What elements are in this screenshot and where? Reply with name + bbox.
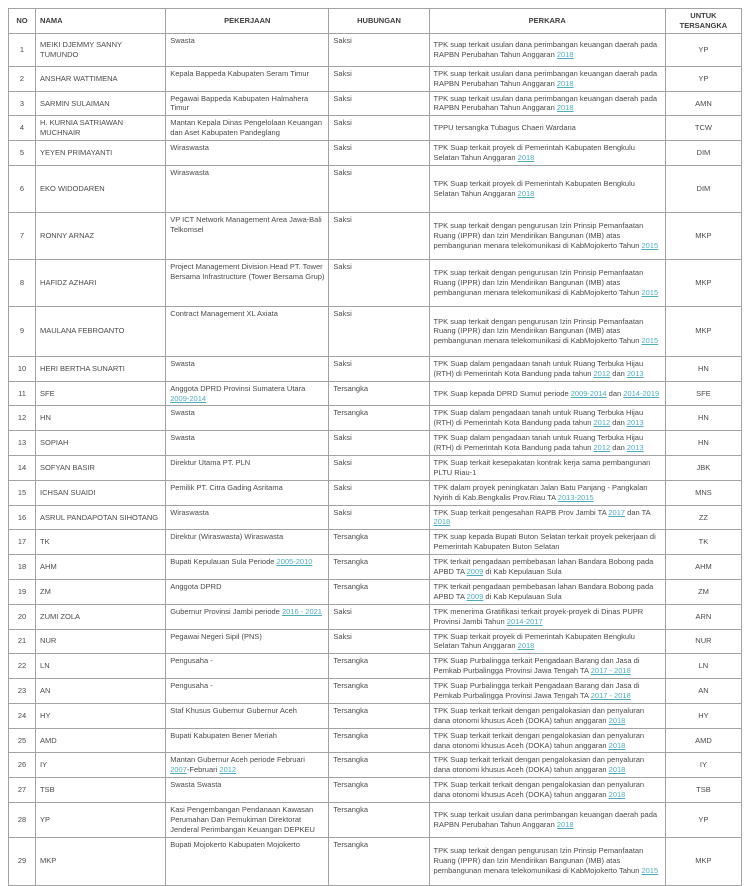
year-link[interactable]: 2013 [626, 368, 644, 378]
nama-cell: LN [36, 654, 166, 679]
no-cell: 8 [9, 259, 36, 306]
untuk-tersangka-cell: MKP [665, 837, 741, 885]
hubungan-cell: Saksi [329, 356, 429, 381]
untuk-tersangka-cell: YP [665, 33, 741, 66]
untuk-tersangka-cell: MNS [665, 480, 741, 505]
no-cell: 10 [9, 356, 36, 381]
table-row [9, 165, 742, 212]
table-row [9, 91, 742, 116]
pekerjaan-cell: Pemilik PT. Citra Gading Asritama [166, 480, 329, 505]
untuk-tersangka-cell: JBK [665, 456, 741, 481]
nama-cell: RONNY ARNAZ [36, 212, 166, 259]
pekerjaan-cell: Bupati Kabupaten Bener Meriah [166, 728, 329, 753]
hubungan-cell: Tersangka [329, 579, 429, 604]
year-link[interactable]: 2018 [556, 819, 574, 829]
pekerjaan-cell: Pengusaha - [166, 679, 329, 704]
hubungan-cell: Saksi [329, 456, 429, 481]
no-cell: 14 [9, 456, 36, 481]
untuk-tersangka-cell: ZM [665, 579, 741, 604]
year-link[interactable]: 2013-2015 [557, 492, 594, 502]
hubungan-cell: Tersangka [329, 381, 429, 406]
table-row [9, 306, 742, 356]
pekerjaan-cell: Kasi Pengembangan Pendanaan Kawasan Perumahan Dan Pemukiman Direktorat Jenderal Perimbangan Keuangan DEPKEU [166, 802, 329, 837]
no-cell: 18 [9, 555, 36, 580]
untuk-tersangka-cell: HN [665, 431, 741, 456]
pekerjaan-cell: Anggota DPRD Provinsi Sumatera Utara 2009-2014 [166, 381, 329, 406]
perkara-cell: TPK suap terkait dengan pengurusan Izin Prinsip Pemanfaatan Ruang (IPPR) dan Izin Mendirikan Bangunan (IMB) atas pembangunan menara telekomunikasi di KabMojokerto Tahun 2015 [429, 306, 665, 356]
year-link[interactable]: 2012 [593, 443, 611, 453]
no-cell: 13 [9, 431, 36, 456]
year-link[interactable]: 2015 [641, 240, 659, 250]
table-row [9, 431, 742, 456]
untuk-tersangka-cell: YP [665, 802, 741, 837]
hubungan-cell: Saksi [329, 505, 429, 530]
hubungan-cell: Saksi [329, 66, 429, 91]
perkara-cell: TPK suap terkait dengan pengurusan Izin Prinsip Pemanfaatan Ruang (IPPR) dan Izin Mendirikan Bangunan (IMB) atas pembangunan menara telekomunikasi di KabMojokerto Tahun 2015 [429, 212, 665, 259]
nama-cell: TK [36, 530, 166, 555]
year-link[interactable]: 2018 [556, 49, 574, 59]
untuk-tersangka-cell: AMN [665, 91, 741, 116]
untuk-tersangka-cell: NUR [665, 629, 741, 654]
untuk-tersangka-cell: DIM [665, 165, 741, 212]
no-cell: 20 [9, 604, 36, 629]
year-link[interactable]: 2012 [593, 418, 611, 428]
table-row [9, 33, 742, 66]
pekerjaan-cell: Swasta Swasta [166, 778, 329, 803]
perkara-cell: TPK Suap terkait pengesahan RAPB Prov Jambi TA 2017 dan TA 2018 [429, 505, 665, 530]
nama-cell: SOFYAN BASIR [36, 456, 166, 481]
pekerjaan-cell: Pegawai Negeri Sipil (PNS) [166, 629, 329, 654]
perkara-cell: TPK suap terkait dengan pengurusan Izin Prinsip Pemanfaatan Ruang (IPPR) dan Izin Mendirikan Bangunan (IMB) atas pembangunan menara telekomunikasi di KabMojokerto Tahun 2015 [429, 837, 665, 885]
year-link[interactable]: 2018 [556, 103, 574, 113]
perkara-cell: TPK Suap Purbalingga terkait Pengadaan Barang dan Jasa di Pemkab Purbalingga Provinsi Jawa Tengah TA 2017 - 2018 [429, 654, 665, 679]
nama-cell: SARMIN SULAIMAN [36, 91, 166, 116]
no-cell: 29 [9, 837, 36, 885]
year-link[interactable]: 2015 [641, 336, 659, 346]
pekerjaan-cell: Direktur (Wiraswasta) Wiraswasta [166, 530, 329, 555]
pekerjaan-cell: Kepala Bappeda Kabupaten Seram Timur [166, 66, 329, 91]
hubungan-cell: Tersangka [329, 802, 429, 837]
nama-cell: AHM [36, 555, 166, 580]
case-witness-table [8, 8, 742, 886]
table-row [9, 480, 742, 505]
untuk-tersangka-cell: ARN [665, 604, 741, 629]
table-row [9, 802, 742, 837]
hubungan-cell: Saksi [329, 33, 429, 66]
pekerjaan-cell: Wiraswasta [166, 505, 329, 530]
hubungan-cell: Saksi [329, 480, 429, 505]
nama-cell: ICHSAN SUAIDI [36, 480, 166, 505]
year-link[interactable]: 2017 - 2018 [590, 690, 631, 700]
table-row [9, 356, 742, 381]
pekerjaan-cell: Mantan Gubernur Aceh periode Februari 2007-Februari 2012 [166, 753, 329, 778]
year-link[interactable]: 2014-2017 [506, 616, 543, 626]
year-link[interactable]: 2015 [641, 866, 659, 876]
untuk-tersangka-cell: SFE [665, 381, 741, 406]
table-row [9, 654, 742, 679]
pekerjaan-cell: Wiraswasta [166, 165, 329, 212]
year-link[interactable]: 2015 [641, 287, 659, 297]
nama-cell: HERI BERTHA SUNARTI [36, 356, 166, 381]
no-cell: 4 [9, 116, 36, 141]
nama-cell: AN [36, 679, 166, 704]
perkara-cell: TPK Suap dalam pengadaan tanah untuk Ruang Terbuka Hijau (RTH) di Pemerintah Kota Bandung pada tahun 2012 dan 2013 [429, 406, 665, 431]
pekerjaan-cell: Swasta [166, 406, 329, 431]
no-cell: 6 [9, 165, 36, 212]
year-link[interactable]: 2017 - 2018 [590, 666, 631, 676]
perkara-cell: TPK menerima Gratifikasi terkait proyek-proyek di Dinas PUPR Provinsi Jambi Tahun 2014-2017 [429, 604, 665, 629]
untuk-tersangka-cell: AHM [665, 555, 741, 580]
pekerjaan-cell: Bupati Mojokerto Kabupaten Mojokerto [166, 837, 329, 885]
pekerjaan-cell: Project Management Division Head PT. Tower Bersama Infrastructure (Tower Bersama Grup) [166, 259, 329, 306]
hubungan-cell: Saksi [329, 431, 429, 456]
table-row [9, 579, 742, 604]
nama-cell: HY [36, 703, 166, 728]
no-cell: 24 [9, 703, 36, 728]
year-link[interactable]: 2016 - 2021 [281, 606, 322, 616]
table-row [9, 753, 742, 778]
perkara-cell: TPK dalam proyek peningkatan Jalan Batu Panjang - Pangkalan Nyirih di Kab.Bengkalis Prov.Riau TA 2013-2015 [429, 480, 665, 505]
year-link[interactable]: 2013 [626, 418, 644, 428]
no-cell: 9 [9, 306, 36, 356]
pekerjaan-cell: VP ICT Network Management Area Jawa-Bali Telkomsel [166, 212, 329, 259]
perkara-cell: TPK Suap terkait proyek di Pemerintah Kabupaten Bengkulu Selatan Tahun Anggaran 2018 [429, 629, 665, 654]
untuk-tersangka-cell: MKP [665, 306, 741, 356]
pekerjaan-cell: Swasta [166, 33, 329, 66]
perkara-cell: TPK suap kepada Bupati Buton Selatan terkait proyek pekerjaan di Pemerintah Kabupaten Buton Selatan [429, 530, 665, 555]
nama-cell: MKP [36, 837, 166, 885]
perkara-cell: TPK Suap kepada DPRD Sumut periode 2009-2014 dan 2014-2019 [429, 381, 665, 406]
header-row [9, 9, 742, 34]
table-row [9, 679, 742, 704]
table-row [9, 259, 742, 306]
nama-cell: ANSHAR WATTIMENA [36, 66, 166, 91]
perkara-cell: TPK terkait pengadaan pembebasan lahan Bandara Bobong pada APBD TA 2009 di Kab Kepulauan Sula [429, 579, 665, 604]
perkara-cell: TPPU tersangka Tubagus Chaeri Wardana [429, 116, 665, 141]
nama-cell: H. KURNIA SATRIAWAN MUCHNAIR [36, 116, 166, 141]
hubungan-cell: Saksi [329, 629, 429, 654]
untuk-tersangka-cell: HN [665, 356, 741, 381]
year-link[interactable]: 2009-2014 [170, 393, 207, 403]
nama-cell: HAFIDZ AZHARI [36, 259, 166, 306]
hubungan-cell: Tersangka [329, 703, 429, 728]
no-cell: 2 [9, 66, 36, 91]
nama-cell: MAULANA FEBROANTO [36, 306, 166, 356]
header-no: NO [9, 9, 36, 34]
nama-cell: MEIKI DJEMMY SANNY TUMUNDO [36, 33, 166, 66]
untuk-tersangka-cell: IY [665, 753, 741, 778]
table-row [9, 406, 742, 431]
perkara-cell: TPK Suap terkait proyek di Pemerintah Kabupaten Bengkulu Selatan Tahun Anggaran 2018 [429, 141, 665, 166]
no-cell: 15 [9, 480, 36, 505]
untuk-tersangka-cell: MKP [665, 212, 741, 259]
year-link[interactable]: 2018 [433, 517, 451, 527]
header-hubungan: HUBUNGAN [329, 9, 429, 34]
hubungan-cell: Saksi [329, 259, 429, 306]
pekerjaan-cell: Gubernur Provinsi Jambi periode 2016 - 2021 [166, 604, 329, 629]
perkara-cell: TPK suap terkait usulan dana perimbangan keuangan daerah pada RAPBN Perubahan Tahun Anggaran 2018 [429, 91, 665, 116]
year-link[interactable]: 2005-2010 [276, 557, 313, 567]
perkara-cell: TPK Suap terkait terkait dengan pengalokasian dan penyaluran dana otonomi khusus Aceh (DOKA) tahun anggaran 2018 [429, 778, 665, 803]
hubungan-cell: Tersangka [329, 654, 429, 679]
no-cell: 3 [9, 91, 36, 116]
no-cell: 7 [9, 212, 36, 259]
pekerjaan-cell: Pengusaha - [166, 654, 329, 679]
table-row [9, 837, 742, 885]
table-row [9, 530, 742, 555]
untuk-tersangka-cell: HY [665, 703, 741, 728]
untuk-tersangka-cell: TCW [665, 116, 741, 141]
untuk-tersangka-cell: YP [665, 66, 741, 91]
header-untuk-tersangka: UNTUK TERSANGKA [665, 9, 741, 34]
header-nama: NAMA [36, 9, 166, 34]
hubungan-cell: Tersangka [329, 728, 429, 753]
year-link[interactable]: 2009 [466, 567, 484, 577]
pekerjaan-cell: Contract Management XL Axiata [166, 306, 329, 356]
untuk-tersangka-cell: HN [665, 406, 741, 431]
year-link[interactable]: 2018 [608, 740, 626, 750]
untuk-tersangka-cell: AMD [665, 728, 741, 753]
perkara-cell: TPK Suap terkait terkait dengan pengalokasian dan penyaluran dana otonomi khusus Aceh (DOKA) tahun anggaran 2018 [429, 728, 665, 753]
year-link[interactable]: 2018 [608, 790, 626, 800]
year-link[interactable]: 2009-2014 [570, 388, 607, 398]
no-cell: 5 [9, 141, 36, 166]
perkara-cell: TPK suap terkait usulan dana perimbangan keuangan daerah pada RAPBN Perubahan Tahun Anggaran 2018 [429, 33, 665, 66]
no-cell: 11 [9, 381, 36, 406]
table-row [9, 505, 742, 530]
year-link[interactable]: 2007 [170, 765, 187, 775]
untuk-tersangka-cell: ZZ [665, 505, 741, 530]
year-link[interactable]: 2012 [219, 765, 237, 775]
pekerjaan-cell: Staf Khusus Gubernur Gubernur Aceh [166, 703, 329, 728]
nama-cell: NUR [36, 629, 166, 654]
table-row [9, 381, 742, 406]
table-row [9, 66, 742, 91]
year-link[interactable]: 2013 [626, 443, 644, 453]
no-cell: 22 [9, 654, 36, 679]
year-link[interactable]: 2012 [593, 368, 611, 378]
hubungan-cell: Saksi [329, 165, 429, 212]
nama-cell: YP [36, 802, 166, 837]
hubungan-cell: Tersangka [329, 753, 429, 778]
no-cell: 19 [9, 579, 36, 604]
year-link[interactable]: 2018 [517, 153, 535, 163]
untuk-tersangka-cell: LN [665, 654, 741, 679]
untuk-tersangka-cell: MKP [665, 259, 741, 306]
perkara-cell: TPK Suap dalam pengadaan tanah untuk Ruang Terbuka Hijau (RTH) di Pemerintah Kota Bandung pada tahun 2012 dan 2013 [429, 356, 665, 381]
no-cell: 21 [9, 629, 36, 654]
table-row [9, 703, 742, 728]
hubungan-cell: Saksi [329, 116, 429, 141]
table-row [9, 141, 742, 166]
no-cell: 28 [9, 802, 36, 837]
pekerjaan-cell: Mantan Kepala Dinas Pengelolaan Keuangan dan Aset Kabupaten Pandeglang [166, 116, 329, 141]
nama-cell: YEYEN PRIMAYANTI [36, 141, 166, 166]
untuk-tersangka-cell: DIM [665, 141, 741, 166]
untuk-tersangka-cell: TK [665, 530, 741, 555]
perkara-cell: TPK Suap terkait terkait dengan pengalokasian dan penyaluran dana otonomi khusus Aceh (DOKA) tahun anggaran 2018 [429, 753, 665, 778]
pekerjaan-cell: Bupati Kepulauan Sula Periode 2005-2010 [166, 555, 329, 580]
no-cell: 26 [9, 753, 36, 778]
perkara-cell: TPK Suap terkait terkait dengan pengalokasian dan penyaluran dana otonomi khusus Aceh (DOKA) tahun anggaran 2018 [429, 703, 665, 728]
header-pekerjaan: PEKERJAAN [166, 9, 329, 34]
year-link[interactable]: 2018 [517, 188, 535, 198]
pekerjaan-cell: Swasta [166, 431, 329, 456]
year-link[interactable]: 2018 [608, 765, 626, 775]
perkara-cell: TPK suap terkait usulan dana perimbangan keuangan daerah pada RAPBN Perubahan Tahun Anggaran 2018 [429, 802, 665, 837]
perkara-cell: TPK Suap Purbalingga terkait Pengadaan Barang dan Jasa di Pemkab Purbalingga Provinsi Jawa Tengah TA 2017 - 2018 [429, 679, 665, 704]
perkara-cell: TPK terkait pengadaan pembebasan lahan Bandara Bobong pada APBD TA 2009 di Kab Kepulauan Sula [429, 555, 665, 580]
hubungan-cell: Saksi [329, 306, 429, 356]
hubungan-cell: Saksi [329, 91, 429, 116]
untuk-tersangka-cell: TSB [665, 778, 741, 803]
no-cell: 1 [9, 33, 36, 66]
hubungan-cell: Saksi [329, 604, 429, 629]
nama-cell: ZM [36, 579, 166, 604]
pekerjaan-cell: Anggota DPRD [166, 579, 329, 604]
year-link[interactable]: 2017 [608, 507, 626, 517]
pekerjaan-cell: Swasta [166, 356, 329, 381]
table-row [9, 456, 742, 481]
hubungan-cell: Tersangka [329, 679, 429, 704]
year-link[interactable]: 2009 [466, 591, 484, 601]
table-row [9, 212, 742, 259]
year-link[interactable]: 2014-2019 [623, 388, 660, 398]
hubungan-cell: Tersangka [329, 837, 429, 885]
nama-cell: IY [36, 753, 166, 778]
year-link[interactable]: 2018 [608, 715, 626, 725]
nama-cell: TSB [36, 778, 166, 803]
hubungan-cell: Tersangka [329, 530, 429, 555]
no-cell: 25 [9, 728, 36, 753]
perkara-cell: TPK suap terkait usulan dana perimbangan keuangan daerah pada RAPBN Perubahan Tahun Anggaran 2018 [429, 66, 665, 91]
no-cell: 17 [9, 530, 36, 555]
perkara-cell: TPK Suap dalam pengadaan tanah untuk Ruang Terbuka Hijau (RTH) di Pemerintah Kota Bandung pada tahun 2012 dan 2013 [429, 431, 665, 456]
hubungan-cell: Tersangka [329, 778, 429, 803]
no-cell: 16 [9, 505, 36, 530]
nama-cell: EKO WIDODAREN [36, 165, 166, 212]
perkara-cell: TPK Suap terkait proyek di Pemerintah Kabupaten Bengkulu Selatan Tahun Anggaran 2018 [429, 165, 665, 212]
pekerjaan-cell: Direktur Utama PT. PLN [166, 456, 329, 481]
year-link[interactable]: 2018 [517, 641, 535, 651]
table-row [9, 116, 742, 141]
table-row [9, 778, 742, 803]
table-row [9, 604, 742, 629]
nama-cell: SFE [36, 381, 166, 406]
no-cell: 23 [9, 679, 36, 704]
no-cell: 27 [9, 778, 36, 803]
year-link[interactable]: 2018 [556, 78, 574, 88]
hubungan-cell: Saksi [329, 212, 429, 259]
hubungan-cell: Tersangka [329, 406, 429, 431]
table-row [9, 555, 742, 580]
table-body [9, 33, 742, 885]
untuk-tersangka-cell: AN [665, 679, 741, 704]
header-perkara: PERKARA [429, 9, 665, 34]
pekerjaan-cell: Pegawai Bappeda Kabupaten Halmahera Timur [166, 91, 329, 116]
nama-cell: AMD [36, 728, 166, 753]
table-header [9, 9, 742, 34]
nama-cell: ASRUL PANDAPOTAN SIHOTANG [36, 505, 166, 530]
hubungan-cell: Saksi [329, 141, 429, 166]
hubungan-cell: Tersangka [329, 555, 429, 580]
table-row [9, 728, 742, 753]
nama-cell: HN [36, 406, 166, 431]
perkara-cell: TPK suap terkait dengan pengurusan Izin Prinsip Pemanfaatan Ruang (IPPR) dan Izin Mendirikan Bangunan (IMB) atas pembangunan menara telekomunikasi di KabMojokerto Tahun 2015 [429, 259, 665, 306]
pekerjaan-cell: Wiraswasta [166, 141, 329, 166]
table-row [9, 629, 742, 654]
nama-cell: ZUMI ZOLA [36, 604, 166, 629]
nama-cell: SOPIAH [36, 431, 166, 456]
no-cell: 12 [9, 406, 36, 431]
perkara-cell: TPK Suap terkait kesepakatan kontrak kerja sama pembangunan PLTU Riau-1 [429, 456, 665, 481]
